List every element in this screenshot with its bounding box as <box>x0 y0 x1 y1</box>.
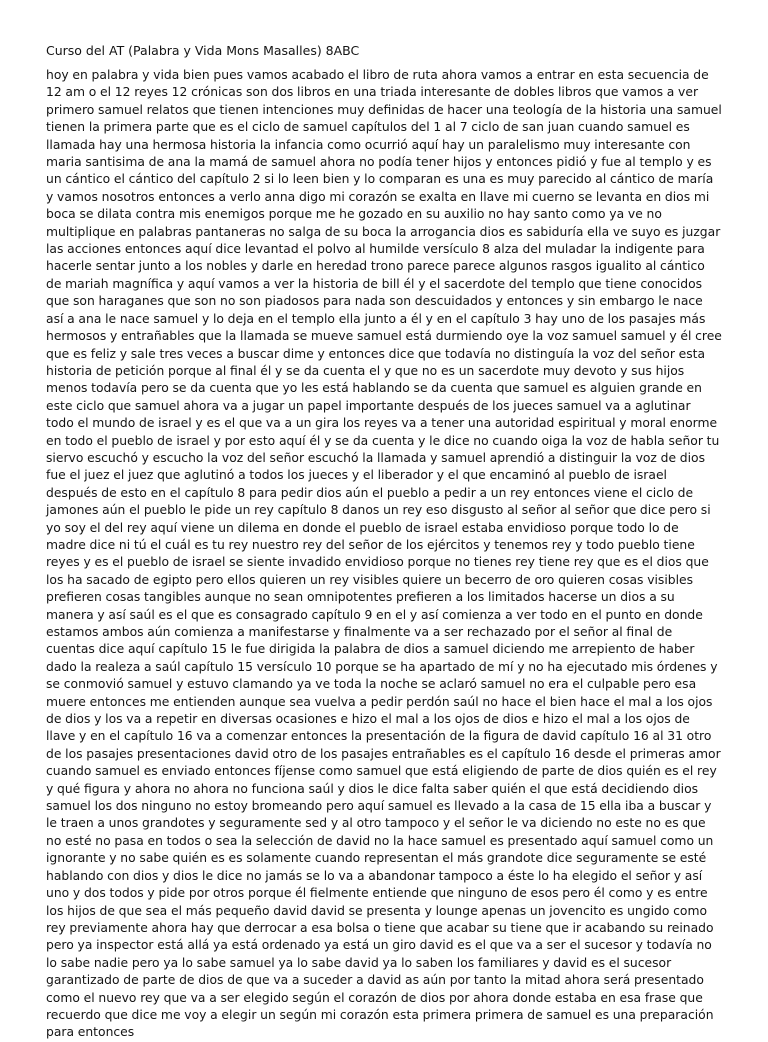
document-title: Curso del AT (Palabra y Vida Mons Masalles) 8ABC <box>46 43 360 58</box>
document-body-text: hoy en palabra y vida bien pues vamos acabado el libro de ruta ahora vamos a entrar en esta secuencia de 12 am o el 12 reyes 12 crónicas son dos libros en una triada interesante de dobles libros que vamos a ver primero samuel relatos que tienen intenciones muy definidas de hacer una teología de la historia una samuel tienen la primera parte que es el ciclo de samuel capítulos del 1 al 7 ciclo de san juan cuando samuel es llamada hay una hermosa historia la infancia como ocurrió aquí hay un paralelismo muy interesante con maria santisima de ana la mamá de samuel ahora no podía tener hijos y entonces pidió y fue al templo y es un cántico el cántico del capítulo 2 si lo leen bien y lo comparan es una es muy parecido al cántico de maría y vamos nosotros entonces a verlo anna digo mi corazón se exalta en llave mi cuerno se levanta en dios mi boca se dilata contra mis enemigos porque me he gozado en su auxilio no hay santo como ya ve no multiplique en palabras pantaneras no salga de su boca la arrogancia dios es sabiduría ella ve suyo es juzgar las acciones entonces aquí dice levantad el polvo al humilde versículo 8 alza del muladar la indigente para hacerle sentar junto a los nobles y darle en heredad trono parece parece algunos rasgos igualito al cántico de mariah magnífica y aquí vamos a ver la historia de bill él y el sacerdote del templo que tiene conocidos que son haraganes que son no son piadosos para nada son descuidados y entonces y sin embargo le nace así a ana le nace samuel y lo deja en el templo ella junto a él y en el capítulo 3 hay uno de los pasajes más hermosos y entrañables que la llamada se mueve samuel está durmiendo oye la voz samuel samuel y él cree que es feliz y sale tres veces a buscar dime y entonces dice que todavía no distinguía la voz del señor esta historia de petición porque al final él y se da cuenta el y que no es un sacerdote muy devoto y sus hijos menos todavía pero se da cuenta que yo les está hablando se da cuenta que samuel es alguien grande en este ciclo que samuel ahora va a jugar un papel importante después de los jueces samuel va a aglutinar todo el mundo de israel y es el que va a un gira los reyes va a tener una autoridad espiritual y moral enorme en todo el pueblo de israel y por esto aquí él y se da cuenta y le dice no cuando oiga la voz de habla señor tu siervo escuchó y escucho la voz del señor escuchó la llamada y samuel aprendió a distinguir la voz de dios fue el juez el juez que aglutinó a todos los jueces y el liberador y el que encaminó al pueblo de israel después de esto en el capítulo 8 para pedir dios aún el pueblo a pedir a un rey entonces viene el ciclo de jamones aún el pueblo le pide un rey capítulo 8 danos un rey eso disgusto al señor al señor que dice pero si yo soy el del rey aquí viene un dilema en donde el pueblo de israel estaba envidioso porque todo lo de madre dice ni tú el cuál es tu rey nuestro rey del señor de los ejércitos y tenemos rey y todo pueblo tiene reyes y es el pueblo de israel se siente invadido envidioso porque no tienes rey tiene rey que es el dios que los ha sacado de egipto pero ellos quieren un rey visibles quiere un becerro de oro quieren cosas visibles prefieren cosas tangibles aunque no sean omnipotentes prefieren a los limitados hacerse un dios a su manera y así saúl es el que es consagrado capítulo 9 en el y así comienza a ver todo en el punto en donde estamos ambos aún comienza a manifestarse y finalmente va a ser rechazado por el señor al final de cuentas dice aquí capítulo 15 le fue dirigida la palabra de dios a samuel diciendo me arrepiento de haber dado la realeza a saúl capítulo 15 versículo 10 porque se ha apartado de mí y no ha ejecutado mis órdenes y se conmovió samuel y estuvo clamando ya ve toda la noche se aclaró samuel no era el culpable pero esa muere entonces me entienden aunque sea vuelva a pedir perdón saúl no hace el bien hace el mal a los ojos de dios y los va a repetir en diversas ocasiones e hizo el mal a los ojos de dios e hizo el mal a los ojos de llave y en el capítulo 16 va a comenzar entonces la presentación de la figura de david capítulo 16 al 31 otro de los pasajes presentaciones david otro de los pasajes entrañables es el capítulo 16 desde el primeras amor cuando samuel es enviado entonces fíjense como samuel que está eligiendo de parte de dios quién es el rey y qué figura y ahora no ahora no funciona saúl y dios le dice falta saber quién el que está decidiendo dios samuel los dos ninguno no estoy bromeando pero aquí samuel es llevado a la casa de 15 ella iba a buscar y le traen a unos grandotes y seguramente sed y al otro tampoco y el señor le va diciendo no este no es que no esté no pasa en todos o sea la selección de david no la hace samuel es presentado aquí samuel como un ignorante y no sabe quién es es solamente cuando representan el más grandote dice seguramente se esté hablando con dios y dios le dice no jamás se lo va a abandonar tampoco a éste lo ha elegido el señor y así uno y dos todos y pide por otros porque él fielmente entiende que ninguno de esos pero él como y es entre los hijos de que sea el más pequeño david david se presenta y lounge apenas un jovencito es ungido como rey previamente ahora hay que derrocar a esa bolsa o tiene que acabar su tiene que ir acabando su reinado pero ya inspector está allá ya está ordenado ya está un giro david es el que va a ser el sucesor y todavía no lo sabe nadie pero ya lo sabe samuel ya lo sabe david ya lo saben los familiares y david es el sucesor garantizado de parte de dios de que va a suceder a david as aún por tanto la mitad ahora será presentado como el nuevo rey que va a ser elegido según el corazón de dios por ahora donde estaba en esa frase que recuerdo que dice me voy a elegir un según mi corazón esta primera primera de samuel es una preparación para entonces <box>46 68 722 1040</box>
